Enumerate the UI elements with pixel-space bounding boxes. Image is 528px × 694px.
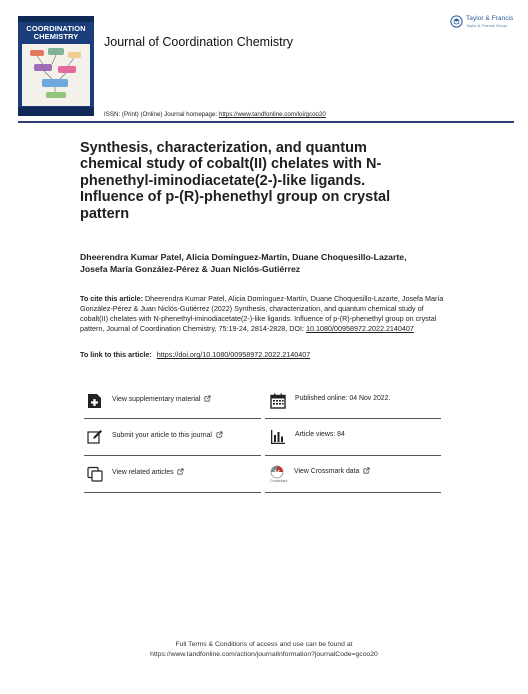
link-label: To link to this article: — [80, 350, 152, 359]
grid-divider — [265, 492, 441, 493]
edit-icon — [87, 429, 103, 445]
publisher-logo — [450, 14, 516, 34]
grid-divider — [265, 418, 441, 419]
cover-title: COORDINATION CHEMISTRY — [26, 24, 86, 41]
external-link-icon — [216, 431, 223, 438]
article-authors: Dheerendra Kumar Patel, Alicia Domínguez-Martín, Duane Choquesillo-Lazarte, Josefa María González-Pérez & Juan Niclós-Gutiérrez — [80, 252, 407, 274]
article-views-info — [270, 429, 440, 447]
terms-footer — [0, 640, 528, 659]
publisher-logo-subtext: Taylor & Francis Group — [466, 23, 507, 28]
journal-cover-image — [18, 16, 94, 116]
published-online-info — [270, 393, 440, 411]
related-articles-icon — [87, 466, 103, 482]
submit-article-link[interactable] — [87, 429, 257, 447]
grid-divider — [84, 492, 261, 493]
bar-chart-icon — [270, 429, 286, 445]
crossmark-link[interactable] — [268, 465, 440, 485]
grid-divider — [84, 418, 261, 419]
header-divider — [18, 121, 514, 123]
supplementary-material-link[interactable] — [87, 393, 257, 411]
citation-block — [80, 294, 452, 334]
grid-divider — [265, 455, 441, 456]
document-plus-icon — [87, 393, 102, 409]
calendar-icon — [270, 393, 286, 409]
article-views-label: Article views: 84 — [295, 431, 345, 438]
doi-link[interactable]: 10.1080/00958972.2022.2140407 — [306, 323, 414, 333]
published-online-label: Published online: 04 Nov 2022. — [295, 395, 391, 402]
journal-name: Journal of Coordination Chemistry — [104, 35, 293, 49]
related-articles-link[interactable] — [87, 466, 257, 484]
terms-url[interactable]: https://www.tandfonline.com/action/journalInformation?journalCode=gcoo20 — [150, 650, 378, 658]
submit-label: Submit your article to this journal — [112, 431, 223, 439]
cover-artwork — [22, 44, 90, 106]
related-articles-label: View related articles — [112, 468, 184, 476]
cite-label: To cite this article: — [80, 294, 143, 303]
crossmark-label: View Crossmark data — [294, 467, 370, 475]
article-link-line — [80, 350, 310, 359]
issn-line — [104, 111, 326, 118]
article-doi-url[interactable]: https://doi.org/10.1080/00958972.2022.2140407 — [156, 350, 311, 359]
article-title: Synthesis, characterization, and quantum chemical study of cobalt(II) chelates with N-phenethyl-iminodiacetate(2-)-like ligands. Influence of p-(R)-phenethyl group on crystal pattern — [80, 140, 391, 222]
citation-text: Dheerendra Kumar Patel, Alicia Domínguez-Martín, Duane Choquesillo-Lazarte, Josefa María González-Pérez & Juan Niclós-Gutiérrez (2022) Synthesis, characterization, and quantum chemical study of cobalt(II) chelates with N-phenethyl-iminodiacetate(2-)-like ligands. Influence of p-(R)-phenethyl group on crystal pattern, Journal of Coordination Chemistry, 75:19-24, 2814-2828, DOI: — [80, 294, 444, 333]
external-link-icon — [177, 468, 184, 475]
issn-text: ISSN: (Print) (Online) Journal homepage: — [104, 111, 219, 118]
crossmark-caption: CrossMark — [270, 479, 288, 483]
publisher-logo-icon — [450, 15, 463, 28]
supplementary-label: View supplementary material — [112, 395, 211, 403]
publisher-logo-text: Taylor & Francis — [466, 15, 514, 22]
grid-divider — [84, 455, 261, 456]
journal-homepage-link[interactable]: https://www.tandfonline.com/loi/gcoo20 — [218, 111, 326, 118]
external-link-icon — [204, 395, 211, 402]
terms-line: Full Terms & Conditions of access and use can be found at — [175, 641, 353, 648]
external-link-icon — [363, 467, 370, 474]
